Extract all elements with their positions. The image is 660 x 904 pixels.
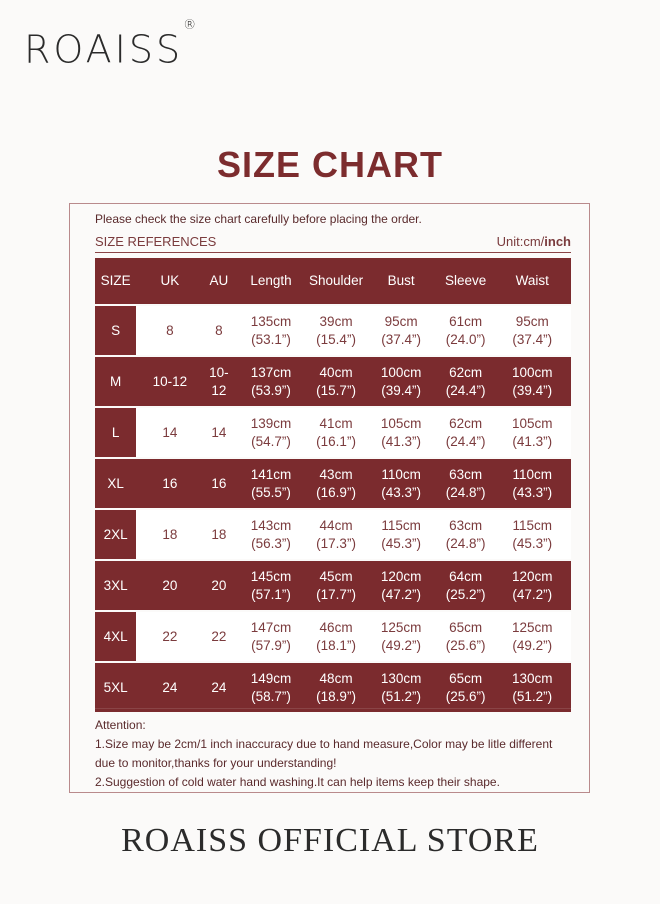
value-cm: 40cm bbox=[319, 364, 353, 380]
value-inch: (45.3”) bbox=[512, 535, 553, 551]
value-cm: 65cm bbox=[449, 670, 483, 686]
value-cm: 120cm bbox=[511, 568, 553, 584]
value-inch: (57.9”) bbox=[251, 637, 291, 653]
table-cell-length bbox=[234, 612, 307, 661]
value-cm: 65cm bbox=[449, 619, 483, 635]
table-cell-sleeve bbox=[438, 408, 494, 457]
table-cell-size: 3XL bbox=[95, 561, 136, 610]
value-cm: 95cm bbox=[515, 313, 549, 329]
unit-prefix: Unit:cm/ bbox=[496, 234, 545, 249]
value-inch: (24.8”) bbox=[445, 484, 486, 500]
size-table bbox=[95, 258, 571, 712]
table-cell-shoulder bbox=[308, 459, 365, 508]
table-cell-size: 2XL bbox=[95, 510, 136, 559]
table-cell-length bbox=[234, 357, 307, 406]
table-cell-sleeve bbox=[438, 510, 494, 559]
table-cell-uk: 16 bbox=[136, 459, 203, 508]
value-inch: (24.8”) bbox=[445, 535, 486, 551]
table-cell-waist bbox=[494, 357, 572, 406]
table-cell-uk: 22 bbox=[136, 612, 203, 661]
value-inch: (24.0”) bbox=[445, 331, 486, 347]
value-inch: (18.9”) bbox=[316, 688, 356, 704]
value-cm: 137cm bbox=[250, 364, 292, 380]
table-cell-sleeve bbox=[438, 663, 494, 712]
value-inch: (53.9”) bbox=[251, 382, 291, 398]
value-cm: 63cm bbox=[449, 466, 483, 482]
table-cell-shoulder bbox=[308, 561, 365, 610]
table-cell-size: S bbox=[95, 306, 136, 355]
value-inch: (43.3”) bbox=[512, 484, 553, 500]
value-inch: (15.4”) bbox=[316, 331, 356, 347]
value-inch: (37.4”) bbox=[381, 331, 421, 347]
table-cell-shoulder bbox=[308, 408, 365, 457]
value-inch: (41.3”) bbox=[512, 433, 553, 449]
divider-bottom bbox=[95, 708, 571, 709]
size-chart-note: Please check the size chart carefully before placing the order. bbox=[95, 212, 422, 226]
table-cell-uk: 24 bbox=[136, 663, 203, 712]
value-inch: (41.3”) bbox=[381, 433, 421, 449]
table-cell-sleeve bbox=[438, 612, 494, 661]
column-header: Bust bbox=[364, 258, 437, 304]
column-header: Shoulder bbox=[308, 258, 365, 304]
table-cell-sleeve bbox=[438, 459, 494, 508]
table-cell-bust bbox=[364, 357, 437, 406]
attention-line: due to monitor,thanks for your understanding! bbox=[95, 756, 337, 770]
value-cm: 149cm bbox=[250, 670, 292, 686]
table-header-row bbox=[95, 258, 571, 304]
value-cm: 141cm bbox=[250, 466, 292, 482]
table-cell-waist bbox=[494, 459, 572, 508]
attention-notes bbox=[95, 716, 552, 792]
value-cm: 39cm bbox=[319, 313, 353, 329]
size-chart-panel bbox=[69, 203, 590, 793]
table-cell-au: 20 bbox=[203, 561, 234, 610]
table-cell-waist bbox=[494, 612, 572, 661]
table-cell-shoulder bbox=[308, 612, 365, 661]
value-inch: (55.5”) bbox=[251, 484, 291, 500]
value-cm: 125cm bbox=[380, 619, 422, 635]
value-inch: (15.7”) bbox=[316, 382, 356, 398]
value-inch: (54.7”) bbox=[251, 433, 291, 449]
table-cell-bust bbox=[364, 561, 437, 610]
divider-top bbox=[95, 252, 571, 253]
value-inch: (57.1”) bbox=[251, 586, 291, 602]
value-cm: 130cm bbox=[380, 670, 422, 686]
table-cell-size: XL bbox=[95, 459, 136, 508]
table-cell-uk: 20 bbox=[136, 561, 203, 610]
value-cm: 125cm bbox=[511, 619, 553, 635]
value-cm: 110cm bbox=[512, 466, 553, 482]
column-header: Sleeve bbox=[438, 258, 494, 304]
table-cell-length bbox=[234, 561, 307, 610]
table-cell-bust bbox=[364, 408, 437, 457]
table-cell-length bbox=[234, 510, 307, 559]
value-cm: 105cm bbox=[380, 415, 422, 431]
table-cell-size: L bbox=[95, 408, 136, 457]
value-cm: 46cm bbox=[319, 619, 353, 635]
table-cell-au: 8 bbox=[203, 306, 234, 355]
value-cm: 100cm bbox=[511, 364, 553, 380]
value-cm: 100cm bbox=[380, 364, 422, 380]
column-header: AU bbox=[203, 258, 234, 304]
attention-heading: Attention: bbox=[95, 718, 146, 732]
page-title: SIZE CHART bbox=[217, 144, 443, 185]
table-cell-bust bbox=[364, 612, 437, 661]
table-cell-waist bbox=[494, 306, 572, 355]
value-cm: 135cm bbox=[250, 313, 292, 329]
value-cm: 105cm bbox=[511, 415, 553, 431]
table-cell-length bbox=[234, 459, 307, 508]
value-cm: 43cm bbox=[319, 466, 353, 482]
value-cm: 44cm bbox=[319, 517, 353, 533]
table-row bbox=[95, 510, 571, 559]
value-inch: (39.4”) bbox=[512, 382, 553, 398]
value-cm: 62cm bbox=[449, 415, 483, 431]
value-cm: 139cm bbox=[250, 415, 292, 431]
table-cell-length bbox=[234, 408, 307, 457]
table-cell-uk: 10-12 bbox=[136, 357, 203, 406]
table-row bbox=[95, 663, 571, 712]
value-cm: 145cm bbox=[250, 568, 292, 584]
value-inch: (24.4”) bbox=[445, 382, 486, 398]
value-inch: (39.4”) bbox=[381, 382, 421, 398]
table-cell-size: 4XL bbox=[95, 612, 136, 661]
unit-inch: inch bbox=[544, 234, 571, 249]
value-cm: 64cm bbox=[449, 568, 483, 584]
value-inch: (25.6”) bbox=[445, 637, 486, 653]
table-cell-shoulder bbox=[308, 510, 365, 559]
table-cell-shoulder bbox=[308, 306, 365, 355]
value-inch: (37.4”) bbox=[512, 331, 553, 347]
table-cell-sleeve bbox=[438, 357, 494, 406]
value-cm: 61cm bbox=[449, 313, 483, 329]
table-cell-waist bbox=[494, 663, 572, 712]
value-cm: 143cm bbox=[250, 517, 292, 533]
column-header: UK bbox=[136, 258, 203, 304]
table-cell-sleeve bbox=[438, 561, 494, 610]
value-inch: (49.2”) bbox=[512, 637, 553, 653]
store-name: ROAISS OFFICIAL STORE bbox=[121, 822, 539, 859]
registered-mark: ® bbox=[183, 18, 197, 33]
table-row bbox=[95, 561, 571, 610]
value-cm: 115cm bbox=[381, 517, 421, 533]
table-row bbox=[95, 459, 571, 508]
value-cm: 63cm bbox=[449, 517, 483, 533]
value-inch: (49.2”) bbox=[381, 637, 421, 653]
value-inch: (18.1”) bbox=[316, 637, 356, 653]
value-inch: (25.6”) bbox=[445, 688, 486, 704]
value-inch: (17.3”) bbox=[316, 535, 356, 551]
table-cell-waist bbox=[494, 561, 572, 610]
table-cell-au: 10-12 bbox=[203, 357, 234, 406]
table-cell-length bbox=[234, 306, 307, 355]
table-row bbox=[95, 408, 571, 457]
value-inch: (47.2”) bbox=[381, 586, 421, 602]
table-cell-bust bbox=[364, 306, 437, 355]
table-cell-length bbox=[234, 663, 307, 712]
value-cm: 147cm bbox=[250, 619, 292, 635]
value-inch: (53.1”) bbox=[251, 331, 291, 347]
value-cm: 41cm bbox=[319, 415, 353, 431]
table-cell-au: 22 bbox=[203, 612, 234, 661]
column-header: Length bbox=[234, 258, 307, 304]
attention-line: 1.Size may be 2cm/1 inch inaccuracy due to hand measure,Color may be litle different bbox=[95, 737, 553, 751]
table-row bbox=[95, 306, 571, 355]
table-cell-shoulder bbox=[308, 663, 365, 712]
table-cell-uk: 14 bbox=[136, 408, 203, 457]
value-inch: (16.9”) bbox=[316, 484, 356, 500]
column-header: Waist bbox=[494, 258, 572, 304]
unit-label bbox=[497, 234, 571, 249]
value-inch: (47.2”) bbox=[512, 586, 553, 602]
table-cell-au: 16 bbox=[203, 459, 234, 508]
table-cell-bust bbox=[364, 663, 437, 712]
value-inch: (25.2”) bbox=[445, 586, 486, 602]
table-cell-sleeve bbox=[438, 306, 494, 355]
table-cell-uk: 8 bbox=[136, 306, 203, 355]
table-cell-au: 18 bbox=[203, 510, 234, 559]
column-header: SIZE bbox=[95, 258, 136, 304]
size-references-label: SIZE REFERENCES bbox=[95, 234, 217, 249]
table-cell-bust bbox=[364, 459, 437, 508]
value-inch: (43.3”) bbox=[381, 484, 421, 500]
value-cm: 48cm bbox=[319, 670, 353, 686]
table-cell-waist bbox=[494, 510, 572, 559]
table-row bbox=[95, 357, 571, 406]
value-inch: (56.3”) bbox=[251, 535, 291, 551]
value-inch: (45.3”) bbox=[381, 535, 421, 551]
table-cell-shoulder bbox=[308, 357, 365, 406]
value-inch: (17.7”) bbox=[316, 586, 356, 602]
brand-logo-text: ROAISS bbox=[24, 27, 184, 72]
value-cm: 120cm bbox=[380, 568, 422, 584]
value-inch: (51.2”) bbox=[512, 688, 553, 704]
table-cell-au: 14 bbox=[203, 408, 234, 457]
table-cell-uk: 18 bbox=[136, 510, 203, 559]
table-cell-size: 5XL bbox=[95, 663, 136, 712]
value-inch: (51.2”) bbox=[381, 688, 421, 704]
value-cm: 45cm bbox=[319, 568, 353, 584]
value-cm: 62cm bbox=[449, 364, 483, 380]
value-cm: 130cm bbox=[511, 670, 553, 686]
attention-line: 2.Suggestion of cold water hand washing.It can help items keep their shape. bbox=[95, 775, 500, 789]
value-inch: (24.4”) bbox=[445, 433, 486, 449]
table-cell-size: M bbox=[95, 357, 136, 406]
brand-logo bbox=[24, 18, 197, 72]
value-cm: 115cm bbox=[512, 517, 553, 533]
table-cell-waist bbox=[494, 408, 572, 457]
table-row bbox=[95, 612, 571, 661]
value-inch: (16.1”) bbox=[316, 433, 356, 449]
value-cm: 95cm bbox=[384, 313, 418, 329]
table-cell-bust bbox=[364, 510, 437, 559]
table-cell-au: 24 bbox=[203, 663, 234, 712]
value-cm: 110cm bbox=[381, 466, 421, 482]
value-inch: (58.7”) bbox=[251, 688, 291, 704]
